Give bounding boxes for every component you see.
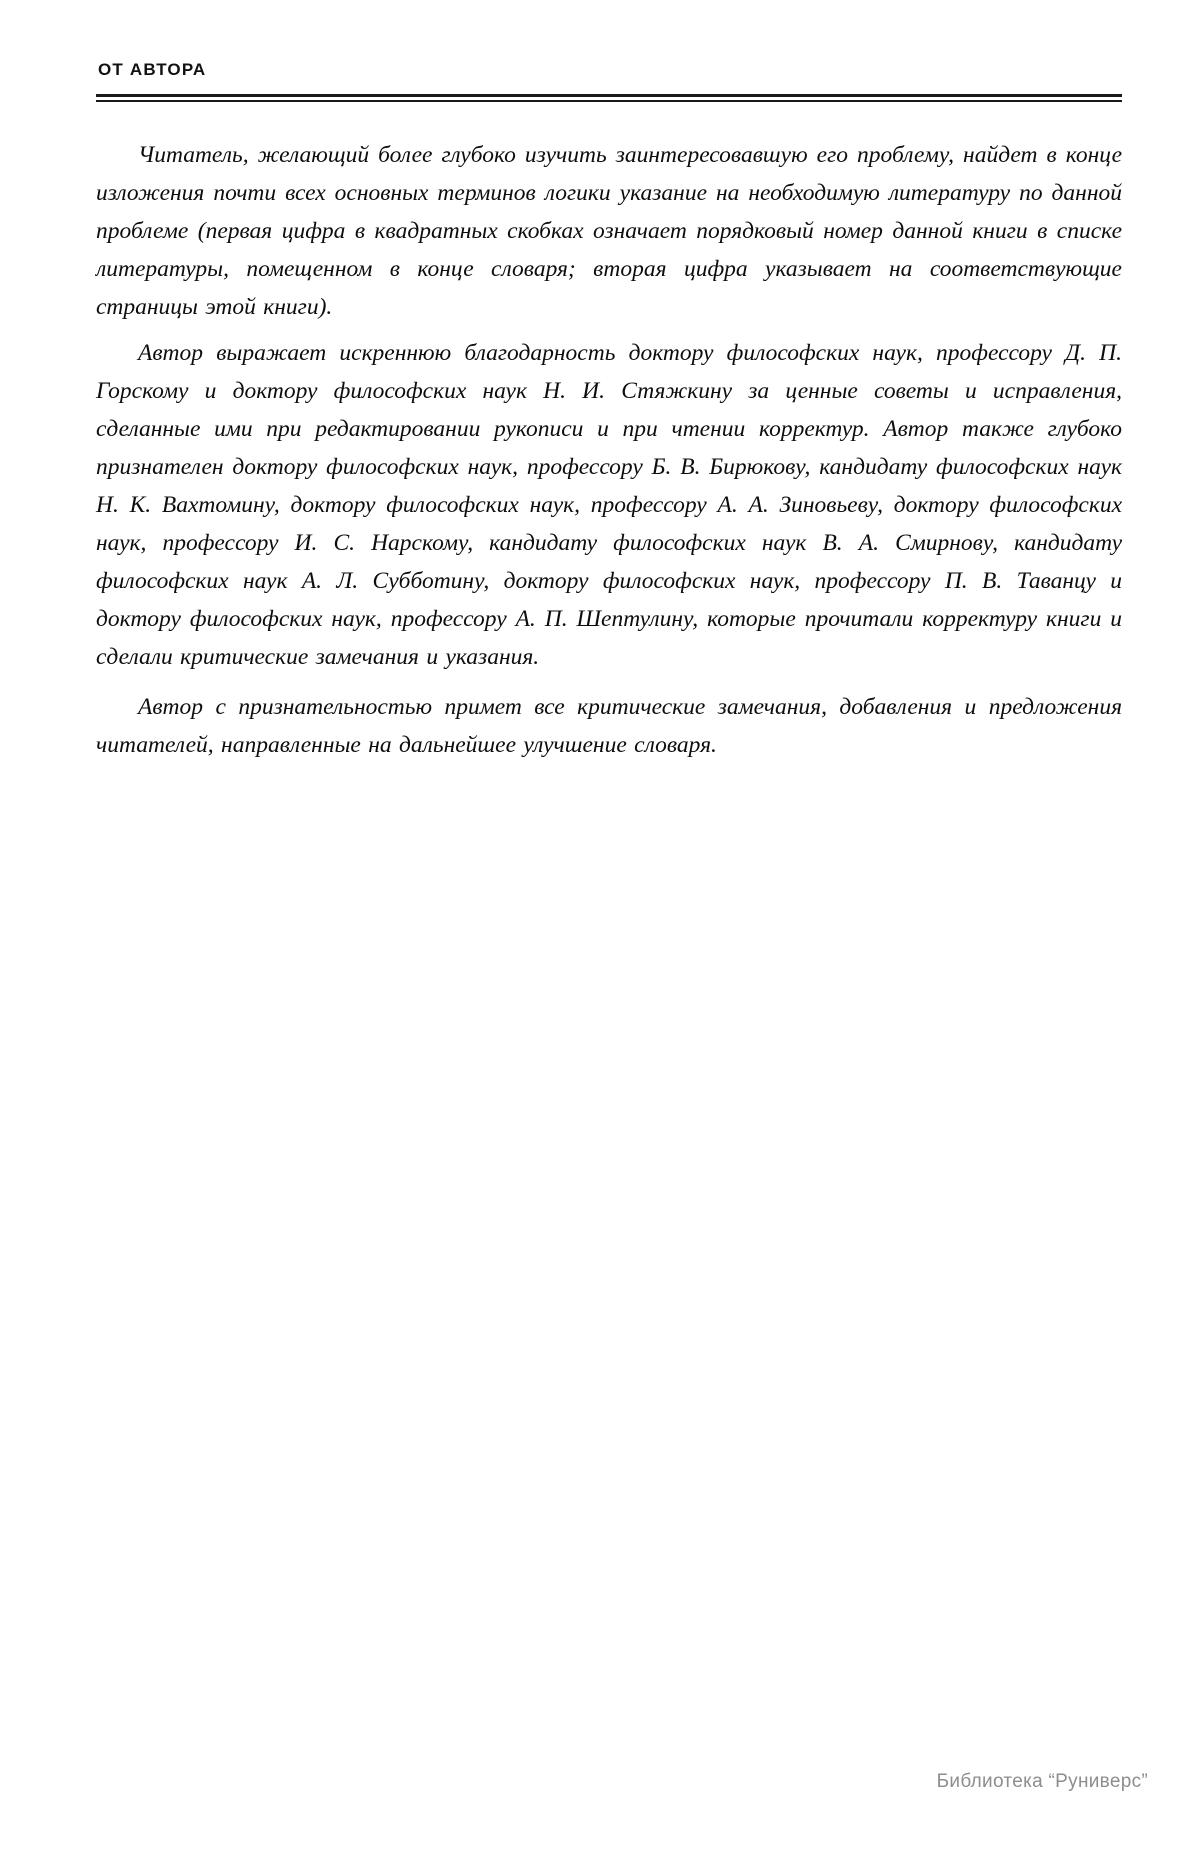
paragraph: Читатель, желающий более глубоко изучить заинтересовавшую его проблему, найдет в конце изложения почти всех основных терминов логики указание на необходимую литературу по данной проблеме (первая цифра в квадратных скобках означает порядковый номер данной книги в списке литературы, помещенном в конце словаря; вторая цифра указывает на соответствующие страницы этой книги). xyxy=(96,142,1122,320)
header-divider xyxy=(96,94,1122,102)
divider-line-thin xyxy=(96,100,1122,102)
page-content xyxy=(96,60,1128,764)
paragraph: Автор с признательностью примет все критические замечания, добавления и предложения читателей, направленные на дальнейшее улучшение словаря. xyxy=(96,694,1122,758)
paragraph: Автор выражает искреннюю благодарность доктору философских наук, профессору Д. П. Горскому и доктору философских наук Н. И. Стяжкину за ценные советы и исправления, сделанные ими при редактировании рукописи и при чтении корректур. Автор также глубоко признателен доктору философских наук, профессору Б. В. Бирюкову, кандидату философских наук Н. К. Вахтомину, доктору философских наук, профессору А. А. Зиновьеву, доктору философских наук, профессору И. С. Нарскому, кандидату философских наук В. А. Смирнову, кандидату философских наук А. Л. Субботину, доктору философских наук, профессору П. В. Таванцу и доктору философских наук, профессору А. П. Шептулину, которые прочитали корректуру книги и сделали критические замечания и указания. xyxy=(96,340,1122,670)
running-head: ОТ АВТОРА xyxy=(98,60,207,79)
body-text xyxy=(96,136,1122,764)
footer-credit: Библиотека “Руниверс” xyxy=(936,1771,1148,1792)
